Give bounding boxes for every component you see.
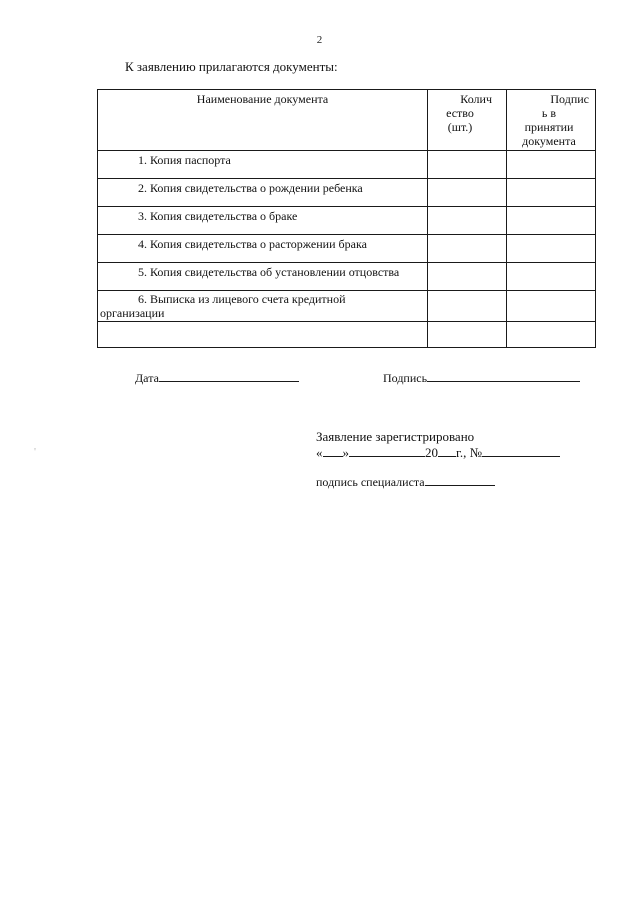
table-header-row — [98, 90, 596, 151]
quantity-cell[interactable] — [428, 235, 507, 263]
signature-cell[interactable] — [507, 291, 596, 322]
date-label: Дата — [135, 371, 159, 385]
year-suffix: г., № — [456, 445, 483, 460]
year-blank-line[interactable] — [438, 444, 456, 457]
signature-cell[interactable] — [507, 151, 596, 179]
specialist-blank-line[interactable] — [425, 473, 495, 486]
specialist-signature-field — [316, 473, 495, 490]
table-row — [98, 263, 596, 291]
document-name-cell — [98, 291, 428, 322]
document-name-cell: 1. Копия паспорта — [98, 151, 428, 179]
document-name-line: организации — [100, 306, 165, 320]
header-quantity-line: (шт.) — [447, 120, 473, 134]
signature-cell[interactable] — [507, 179, 596, 207]
table-row — [98, 151, 596, 179]
day-blank-line[interactable] — [323, 444, 343, 457]
header-quantity-line: ество — [446, 106, 474, 120]
document-name-cell: 3. Копия свидетельства о браке — [98, 207, 428, 235]
attachments-intro: К заявлению прилагаются документы: — [125, 59, 338, 74]
registration-title: Заявление зарегистрировано — [316, 429, 475, 444]
signature-field — [383, 369, 580, 386]
quantity-cell[interactable] — [428, 322, 507, 348]
date-blank-line[interactable] — [159, 369, 299, 382]
signature-cell[interactable] — [507, 207, 596, 235]
registration-number-blank-line[interactable] — [482, 444, 560, 457]
document-name-cell[interactable] — [98, 322, 428, 348]
header-signature-line: документа — [522, 134, 576, 148]
signature-cell[interactable] — [507, 322, 596, 348]
close-quote: » — [342, 445, 349, 460]
registration-line — [316, 444, 560, 461]
signature-cell[interactable] — [507, 263, 596, 291]
quantity-cell[interactable] — [428, 291, 507, 322]
month-blank-line[interactable] — [349, 444, 425, 457]
quantity-cell[interactable] — [428, 151, 507, 179]
quantity-cell[interactable] — [428, 263, 507, 291]
header-signature-line: принятии — [524, 120, 574, 134]
page-number: 2 — [316, 34, 323, 46]
header-quantity — [428, 90, 507, 151]
open-quote: « — [316, 445, 323, 460]
header-signature — [507, 90, 596, 151]
table-row — [98, 207, 596, 235]
document-name-line: 6. Выписка из лицевого счета кредитной — [138, 292, 346, 306]
documents-table — [97, 89, 596, 348]
table-row — [98, 179, 596, 207]
signature-cell[interactable] — [507, 235, 596, 263]
header-signature-line: ь в — [541, 106, 557, 120]
header-document-name: Наименование документа — [98, 90, 428, 151]
document-name-cell: 4. Копия свидетельства о расторжении брака — [98, 235, 428, 263]
table-row-empty — [98, 322, 596, 348]
quantity-cell[interactable] — [428, 179, 507, 207]
document-name-cell: 2. Копия свидетельства о рождении ребенка — [98, 179, 428, 207]
signature-label: Подпись — [383, 371, 428, 385]
document-name-cell: 5. Копия свидетельства об установлении отцовства — [98, 263, 428, 291]
year-prefix: 20 — [425, 445, 438, 460]
header-quantity-line: Колич — [460, 92, 492, 106]
quantity-cell[interactable] — [428, 207, 507, 235]
date-field — [135, 369, 299, 386]
specialist-label: подпись специалиста — [316, 475, 425, 489]
signature-blank-line[interactable] — [427, 369, 580, 382]
header-signature-line: Подпис — [550, 92, 589, 106]
table-row — [98, 235, 596, 263]
table-row — [98, 291, 596, 322]
margin-mark: ' — [34, 446, 36, 458]
